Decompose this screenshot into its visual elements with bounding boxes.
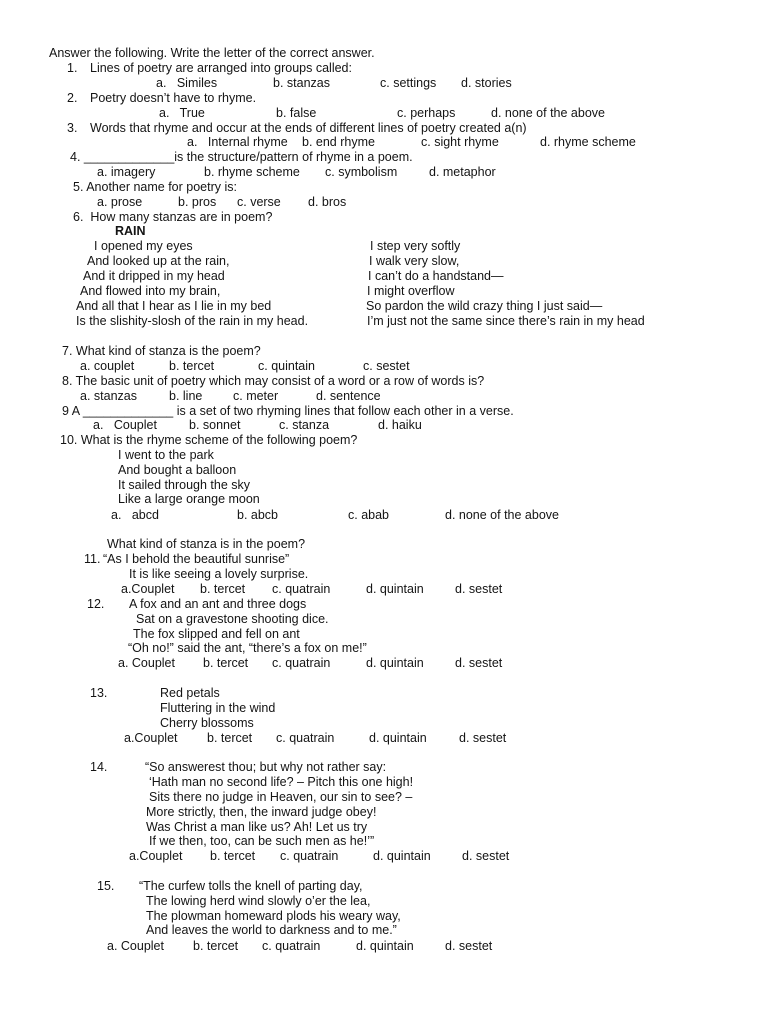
- q3-question: Words that rhyme and occur at the ends of different lines of poetry created a(n): [90, 121, 527, 135]
- q1-option-a: a. Similes: [156, 76, 218, 90]
- q13-poem-line: Red petals: [160, 686, 220, 700]
- q5-question: 5. Another name for poetry is:: [73, 180, 237, 194]
- q13-option-a: a.Couplet: [124, 731, 178, 745]
- q10-poem-line: It sailed through the sky: [118, 478, 251, 492]
- q11-option-b: b. tercet: [200, 582, 246, 596]
- q14-number: 14.: [90, 760, 108, 774]
- section-heading: What kind of stanza is in the poem?: [107, 537, 306, 551]
- q10-option-c: c. abab: [348, 508, 390, 522]
- q1-option-b: b. stanzas: [273, 76, 330, 90]
- q11-number: 11.: [84, 552, 101, 566]
- q14-poem-line: ‘Hath man no second life? – Pitch this one high!: [149, 775, 414, 789]
- q14-option-c: c. quatrain: [280, 849, 339, 863]
- q12-poem-line: The fox slipped and fell on ant: [133, 627, 300, 641]
- q12-poem-line: “Oh no!” said the ant, “there’s a fox on me!”: [128, 641, 367, 655]
- q11-poem-line: “As I behold the beautiful sunrise”: [103, 552, 290, 566]
- q2-option-d: d. none of the above: [491, 106, 605, 120]
- q12-number: 12.: [87, 597, 105, 611]
- rain-left-line: And flowed into my brain,: [80, 284, 221, 298]
- q10-poem-line: And bought a balloon: [118, 463, 237, 477]
- q12-option-e: d. sestet: [455, 656, 503, 670]
- q15-poem-line: And leaves the world to darkness and to me.”: [146, 923, 397, 937]
- rain-right-line: I might overflow: [367, 284, 455, 298]
- q7-option-d: c. sestet: [363, 359, 410, 373]
- q9-option-d: d. haiku: [378, 418, 422, 432]
- q3-option-c: c. sight rhyme: [421, 135, 499, 149]
- q10-poem-line: I went to the park: [118, 448, 214, 462]
- q13-option-d: d. quintain: [369, 731, 427, 745]
- q5-option-d: d. bros: [308, 195, 347, 209]
- q8-option-b: b. line: [169, 389, 203, 403]
- q9-question: 9 A _____________ is a set of two rhyming lines that follow each other in a verse.: [62, 404, 514, 418]
- q11-poem-line: It is like seeing a lovely surprise.: [129, 567, 309, 581]
- q6-question: 6. How many stanzas are in poem?: [73, 210, 273, 224]
- q10-option-d: d. none of the above: [445, 508, 559, 522]
- q1-option-c: c. settings: [380, 76, 437, 90]
- rain-left-line: I opened my eyes: [94, 239, 193, 253]
- rain-right-line: I can’t do a handstand—: [368, 269, 504, 283]
- q8-question: 8. The basic unit of poetry which may consist of a word or a row of words is?: [62, 374, 485, 388]
- q14-poem-line: Was Christ a man like us? Ah! Let us try: [146, 820, 368, 834]
- q5-option-c: c. verse: [237, 195, 281, 209]
- q1-number: 1.: [67, 61, 78, 75]
- rain-title: RAIN: [115, 224, 146, 238]
- q10-option-a: a. abcd: [111, 508, 159, 522]
- rain-right-line: I step very softly: [370, 239, 461, 253]
- q13-poem-line: Cherry blossoms: [160, 716, 254, 730]
- q11-option-a: a.Couplet: [121, 582, 175, 596]
- q14-option-e: d. sestet: [462, 849, 510, 863]
- q14-poem-line: Sits there no judge in Heaven, our sin to see? –: [149, 790, 413, 804]
- q4-question: 4. _____________is the structure/pattern of rhyme in a poem.: [70, 150, 413, 164]
- q10-question: 10. What is the rhyme scheme of the following poem?: [60, 433, 358, 447]
- q13-option-e: d. sestet: [459, 731, 507, 745]
- q9-option-c: c. stanza: [279, 418, 330, 432]
- q12-option-c: c. quatrain: [272, 656, 331, 670]
- rain-right-line: I’m just not the same since there’s rain in my head: [367, 314, 645, 328]
- q1-option-d: d. stories: [461, 76, 512, 90]
- q12-option-a: a. Couplet: [118, 656, 175, 670]
- q2-number: 2.: [67, 91, 78, 105]
- rain-right-line: So pardon the wild crazy thing I just said—: [366, 299, 603, 313]
- q9-option-b: b. sonnet: [189, 418, 241, 432]
- instructions: Answer the following. Write the letter of the correct answer.: [49, 46, 375, 60]
- q9-option-a: a. Couplet: [93, 418, 157, 432]
- q13-option-c: c. quatrain: [276, 731, 335, 745]
- q11-option-e: d. sestet: [455, 582, 503, 596]
- q14-option-a: a.Couplet: [129, 849, 183, 863]
- rain-left-line: And looked up at the rain,: [87, 254, 230, 268]
- q3-option-d: d. rhyme scheme: [540, 135, 636, 149]
- q10-option-b: b. abcb: [237, 508, 279, 522]
- q2-option-b: b. false: [276, 106, 317, 120]
- q3-number: 3.: [67, 121, 78, 135]
- q15-number: 15.: [97, 879, 115, 893]
- q12-poem-line: A fox and an ant and three dogs: [129, 597, 307, 611]
- q15-option-c: c. quatrain: [262, 939, 321, 953]
- q2-option-c: c. perhaps: [397, 106, 456, 120]
- q11-option-d: d. quintain: [366, 582, 424, 596]
- q1-question: Lines of poetry are arranged into groups called:: [90, 61, 352, 75]
- rain-right-line: I walk very slow,: [369, 254, 460, 268]
- q15-poem-line: The plowman homeward plods his weary way,: [146, 909, 401, 923]
- q14-poem-line: “So answerest thou; but why not rather say:: [145, 760, 387, 774]
- q12-option-d: d. quintain: [366, 656, 424, 670]
- q4-option-a: a. imagery: [97, 165, 156, 179]
- q15-option-d: d. quintain: [356, 939, 414, 953]
- q4-option-d: d. metaphor: [429, 165, 496, 179]
- q7-question: 7. What kind of stanza is the poem?: [62, 344, 261, 358]
- q14-poem-line: If we then, too, can be such men as he!’”: [149, 834, 375, 848]
- q4-option-c: c. symbolism: [325, 165, 398, 179]
- q2-option-a: a. True: [159, 106, 205, 120]
- q8-option-d: d. sentence: [316, 389, 381, 403]
- q14-poem-line: More strictly, then, the inward judge obey!: [146, 805, 377, 819]
- q15-poem-line: “The curfew tolls the knell of parting day,: [139, 879, 363, 893]
- q13-number: 13.: [90, 686, 108, 700]
- q10-poem-line: Like a large orange moon: [118, 492, 260, 506]
- q15-option-a: a. Couplet: [107, 939, 164, 953]
- q14-option-b: b. tercet: [210, 849, 256, 863]
- q7-option-c: c. quintain: [258, 359, 315, 373]
- q15-option-b: b. tercet: [193, 939, 239, 953]
- q3-option-b: b. end rhyme: [302, 135, 375, 149]
- q7-option-b: b. tercet: [169, 359, 215, 373]
- q8-option-c: c. meter: [233, 389, 279, 403]
- q13-poem-line: Fluttering in the wind: [160, 701, 276, 715]
- q7-option-a: a. couplet: [80, 359, 135, 373]
- q5-option-b: b. pros: [178, 195, 217, 209]
- q13-option-b: b. tercet: [207, 731, 253, 745]
- q15-poem-line: The lowing herd wind slowly o’er the lea,: [146, 894, 371, 908]
- q15-option-e: d. sestet: [445, 939, 493, 953]
- q12-option-b: b. tercet: [203, 656, 249, 670]
- q2-question: Poetry doesn’t have to rhyme.: [90, 91, 257, 105]
- q12-poem-line: Sat on a gravestone shooting dice.: [136, 612, 329, 626]
- rain-left-line: Is the slishity-slosh of the rain in my head.: [76, 314, 309, 328]
- rain-left-line: And all that I hear as I lie in my bed: [76, 299, 272, 313]
- q8-option-a: a. stanzas: [80, 389, 137, 403]
- q5-option-a: a. prose: [97, 195, 143, 209]
- q14-option-d: d. quintain: [373, 849, 431, 863]
- q4-option-b: b. rhyme scheme: [204, 165, 300, 179]
- rain-left-line: And it dripped in my head: [83, 269, 225, 283]
- q11-option-c: c. quatrain: [272, 582, 331, 596]
- q3-option-a: a. Internal rhyme: [187, 135, 288, 149]
